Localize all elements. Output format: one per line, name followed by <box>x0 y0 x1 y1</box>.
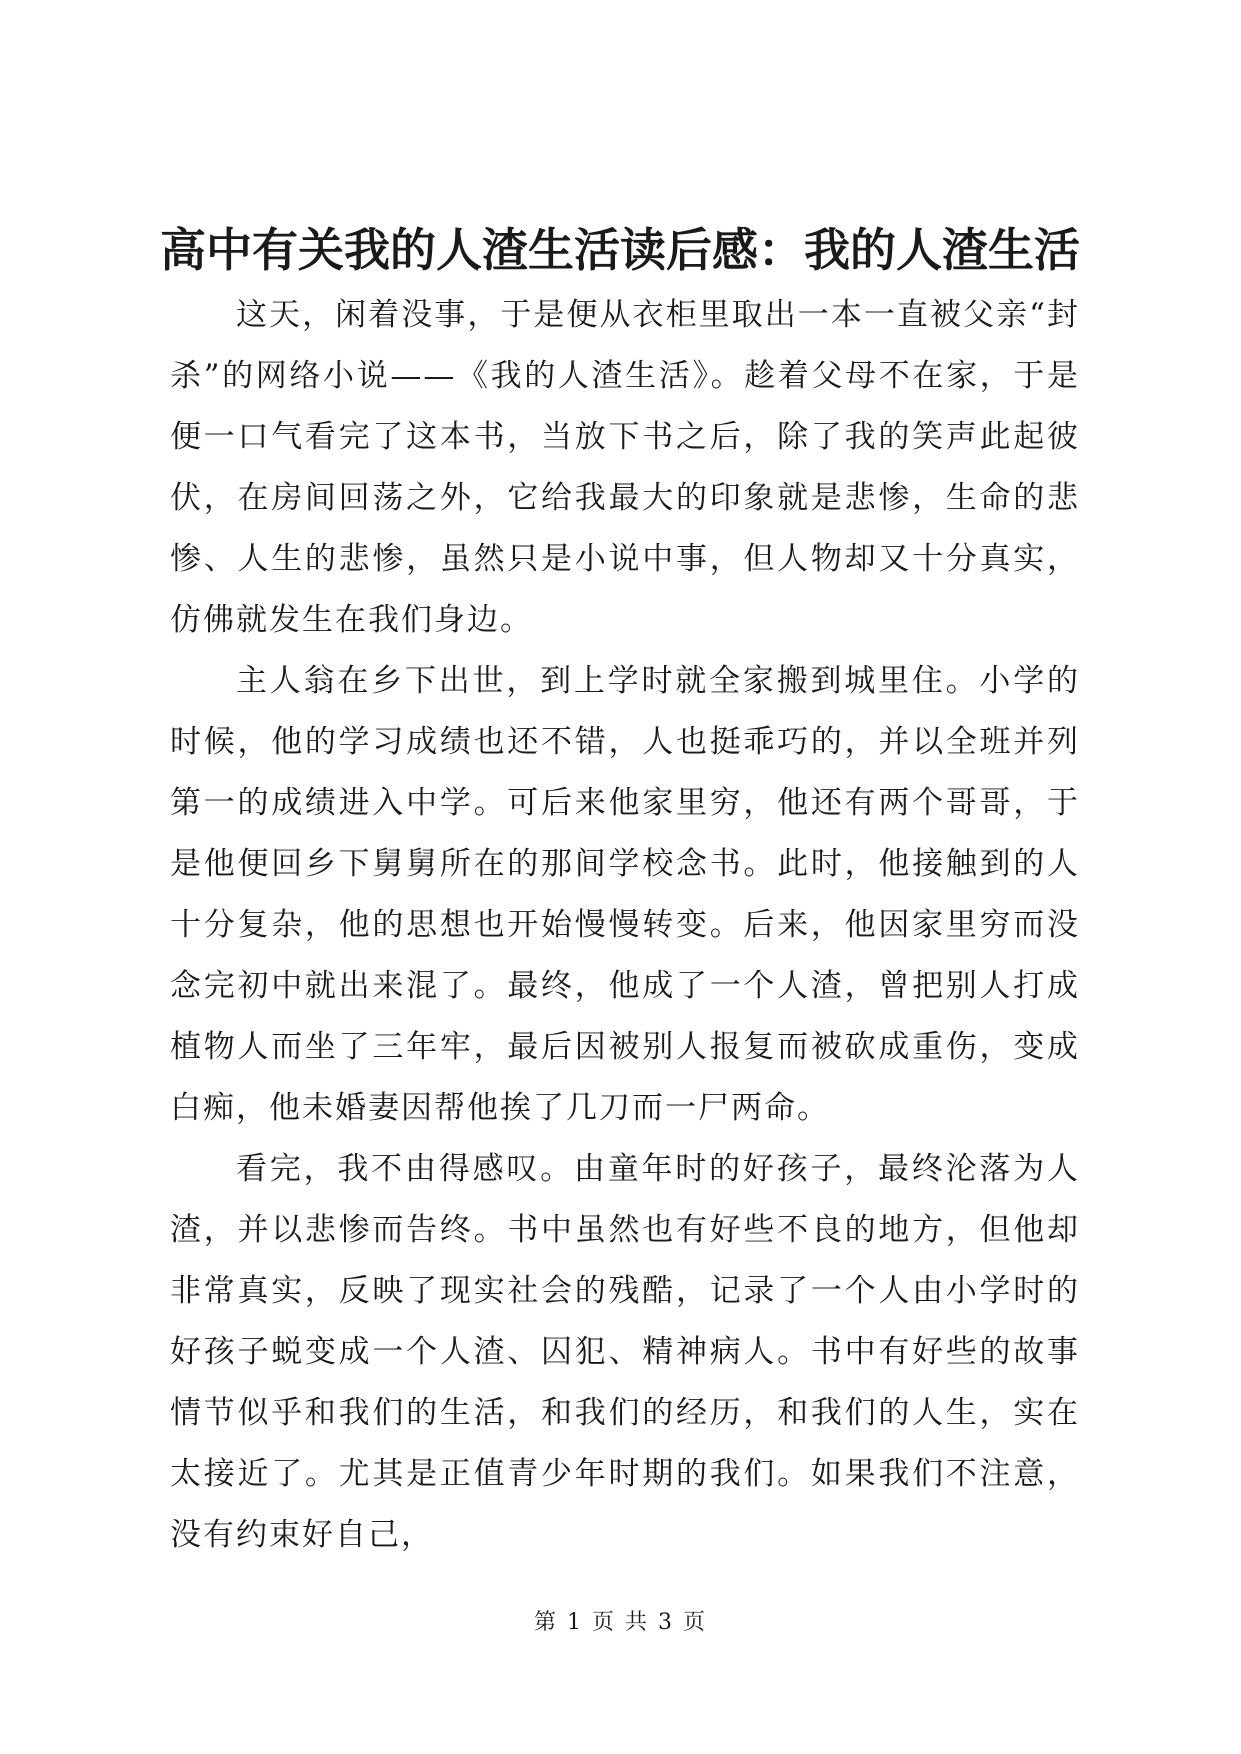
paragraph-3: 看完，我不由得感叹。由童年时的好孩子，最终沦落为人渣，并以悲惨而告终。书中虽然也有好些不良的地方，但他却非常真实，反映了现实社会的残酷，记录了一个人由小学时的好孩子蜕变成一个人渣、囚犯、精神病人。书中有好些的故事情节似乎和我们的生活，和我们的经历，和我们的人生，实在太接近了。尤其是正值青少年时期的我们。如果我们不注意，没有约束好自己， <box>170 1151 1080 1553</box>
paragraph-1: 这天，闲着没事，于是便从衣柜里取出一本一直被父亲“封杀”的网络小说——《我的人渣生活》。趁着父母不在家，于是便一口气看完了这本书，当放下书之后，除了我的笑声此起彼伏，在房间回荡之外，它给我最大的印象就是悲惨，生命的悲惨、人生的悲惨，虽然只是小说中事，但人物却又十分真实，仿佛就发生在我们身边。 <box>170 297 1080 638</box>
document-body <box>170 285 1080 1566</box>
document-title: 高中有关我的人渣生活读后感：我的人渣生活 <box>160 223 1080 277</box>
page-number-footer: 第 1 页 共 3 页 <box>534 1610 707 1635</box>
paragraph-2: 主人翁在乡下出世，到上学时就全家搬到城里住。小学的时候，他的学习成绩也还不错，人也挺乖巧的，并以全班并列第一的成绩进入中学。可后来他家里穷，他还有两个哥哥，于是他便回乡下舅舅所在的那间学校念书。此时，他接触到的人十分复杂，他的思想也开始慢慢转变。后来，他因家里穷而没念完初中就出来混了。最终，他成了一个人渣，曾把别人打成植物人而坐了三年牢，最后因被别人报复而被砍成重伤，变成白痴，他未婚妻因帮他挨了几刀而一尸两命。 <box>170 663 1080 1126</box>
